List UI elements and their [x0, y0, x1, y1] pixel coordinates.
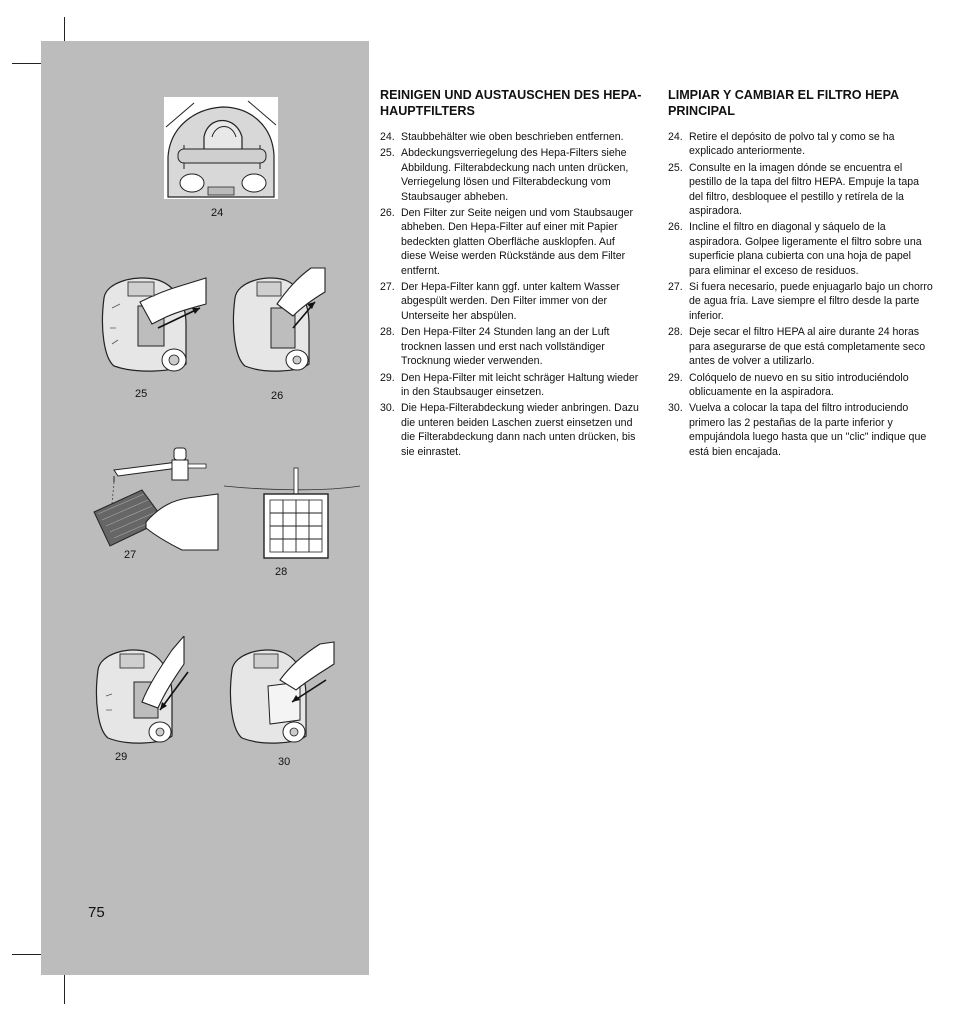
insert-filter-icon	[94, 636, 194, 748]
step-number: 27.	[668, 281, 683, 294]
step-text: Die Hepa-Filterabdeckung wieder anbringen. Dazu die unteren beiden Laschen zuerst einsetzen und die Filterabdeckung dann nach unten drücken, bis sie einrastet.	[401, 402, 639, 458]
spanish-step	[668, 280, 933, 323]
german-step	[380, 130, 642, 144]
rinse-filter-under-tap-icon	[90, 446, 220, 554]
german-instructions	[380, 88, 642, 461]
page-number: 75	[88, 904, 105, 921]
figure-label-29: 29	[115, 751, 128, 763]
filter-drying-on-line-icon	[222, 464, 362, 564]
figure-label-30: 30	[278, 756, 291, 768]
spanish-step	[668, 401, 933, 459]
step-number: 29.	[668, 371, 683, 384]
spanish-step	[668, 220, 933, 278]
spanish-step	[668, 161, 933, 219]
figure-label-28: 28	[275, 566, 288, 578]
close-filter-cover-icon	[228, 636, 336, 748]
figure-label-26: 26	[271, 390, 284, 402]
step-text: Den Hepa-Filter mit leicht schräger Haltung wieder in den Staubsauger einsetzen.	[401, 371, 639, 398]
step-text: Vuelva a colocar la tapa del filtro introduciendo primero las 2 pestañas de la parte inferior y empujándola luego hasta que un "clic" indique que está bien encajada.	[689, 402, 927, 458]
step-number: 26.	[380, 207, 395, 220]
step-number: 24.	[380, 131, 395, 143]
step-text: Staubbehälter wie oben beschrieben entfernen.	[401, 131, 624, 143]
german-step	[380, 371, 642, 400]
press-filter-latch-icon	[96, 268, 208, 376]
lift-filter-out-icon	[231, 264, 327, 376]
step-text: Deje secar el filtro HEPA al aire durante 24 horas para asegurarse de que está completamente seco antes de volver a utilizarlo.	[689, 326, 926, 368]
step-text: Den Hepa-Filter 24 Stunden lang an der Luft trocknen lassen und erst nach vollständiger Trocknung wieder verwenden.	[401, 326, 610, 368]
step-number: 28.	[668, 326, 683, 339]
step-number: 30.	[668, 402, 683, 415]
spanish-step	[668, 130, 933, 159]
step-text: Retire el depósito de polvo tal y como se ha explicado anteriormente.	[689, 131, 895, 158]
spanish-step	[668, 325, 933, 368]
step-text: Abdeckungsverriegelung des Hepa-Filters siehe Abbildung. Filterabdeckung nach unten drücken, Verriegelung lösen und Filterabdeckung vom Staubsauger abheben.	[401, 147, 629, 203]
vacuum-lid-open-icon	[164, 97, 278, 199]
step-number: 25.	[668, 161, 683, 174]
german-step	[380, 146, 642, 204]
step-text: Den Filter zur Seite neigen und vom Staubsauger abheben. Den Hepa-Filter auf einer mit Papier bedeckten glatten Oberfläche ausklopfen. Auf diese Weise werden Rückstände aus dem Filter entfernt.	[401, 207, 634, 277]
step-number: 26.	[668, 221, 683, 234]
german-step	[380, 206, 642, 278]
spanish-title: LIMPIAR Y CAMBIAR EL FILTRO HEPA PRINCIPAL	[668, 88, 899, 118]
spanish-step	[668, 371, 933, 400]
step-number: 29.	[380, 371, 395, 384]
step-number: 24.	[668, 131, 683, 143]
step-text: Si fuera necesario, puede enjuagarlo bajo un chorro de agua fría. Lave siempre el filtro desde la parte inferior.	[689, 281, 933, 322]
german-step	[380, 401, 642, 459]
step-number: 30.	[380, 402, 395, 415]
figure-label-27: 27	[124, 549, 137, 561]
step-number: 27.	[380, 281, 395, 294]
spanish-instructions	[668, 88, 933, 461]
step-text: Der Hepa-Filter kann ggf. unter kaltem Wasser abgespült werden. Den Filter immer von der Unterseite her abspülen.	[401, 281, 620, 322]
german-step	[380, 325, 642, 368]
step-text: Incline el filtro en diagonal y sáquelo de la aspiradora. Golpee ligeramente el filtro sobre una superficie plana cubierta con una hoja de papel para eliminar el exceso de residuos.	[689, 221, 922, 277]
step-text: Consulte en la imagen dónde se encuentra el pestillo de la tapa del filtro HEPA. Empuje la tapa del filtro, desbloquee el pestillo y retírela de la aspiradora.	[689, 161, 920, 218]
figure-label-24: 24	[211, 207, 224, 219]
figure-label-25: 25	[135, 388, 148, 400]
step-number: 28.	[380, 326, 395, 339]
step-number: 25.	[380, 147, 395, 160]
step-text: Colóquelo de nuevo en su sitio introduciéndolo oblicuamente en la aspiradora.	[689, 371, 909, 398]
german-title: REINIGEN UND AUSTAUSCHEN DES HEPA-HAUPTFILTERS	[380, 88, 642, 118]
german-step	[380, 280, 642, 323]
